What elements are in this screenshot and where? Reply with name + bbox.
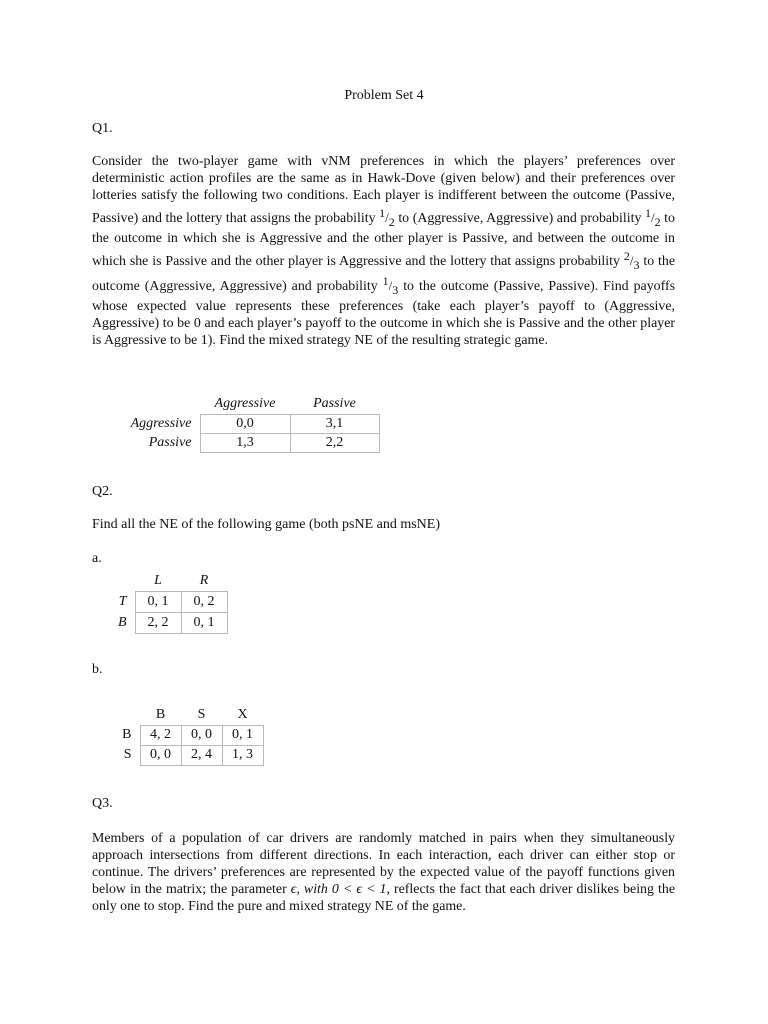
row-header: T xyxy=(118,593,127,609)
q1-text-part: to the outcome in which she is Aggressive and the other player is Passive, and between the outcome in which she is Passive and the other player is Aggressive and the lottery that assigns probability xyxy=(92,210,675,269)
payoff-cell: 4, 2 xyxy=(140,725,181,745)
game-a-payoff-table xyxy=(103,571,228,634)
column-header: L xyxy=(154,572,162,588)
q1-text xyxy=(92,154,675,350)
column-header: S xyxy=(197,706,206,722)
payoff-cell: 0, 1 xyxy=(135,591,181,612)
row-header: Aggressive xyxy=(130,415,192,431)
hawk-dove-payoff-table xyxy=(110,395,380,453)
column-header: B xyxy=(155,706,166,722)
epsilon-expression: ϵ, with 0 < ϵ < 1 xyxy=(290,881,387,897)
payoff-cell: 2,2 xyxy=(290,433,379,452)
payoff-cell: 0, 1 xyxy=(222,725,263,745)
q3-text-part: , reflects the fact that each driver dislikes being the only one to stop. Find the pure and mixed strategy NE of the game. xyxy=(92,881,675,914)
fraction: $^1/_2$ xyxy=(379,205,395,229)
row-header: B xyxy=(117,614,127,630)
column-header: Aggressive xyxy=(214,396,276,412)
q2-part-b-label: b. xyxy=(92,662,103,677)
q1-text-part: to the outcome (Passive, Passive). Find payoffs whose expected value represents these preferences (take each player’s payoff to (Aggressive, Aggressive) to be 0 and each player’s payoff to the outcome in which she is Passive and the other player is Aggressive to be 1). Find the mixed strategy NE of the resulting strategic game. xyxy=(92,279,675,349)
payoff-cell: 0, 1 xyxy=(181,612,227,633)
payoff-cell: 3,1 xyxy=(290,414,379,433)
q1-text-part: Consider the two-player game with vNM preferences in which the players’ preferences over deterministic action profiles are the same as in Hawk-Dove (given below) and their preferences over lotteries satisfy the following two conditions. Each player is indifferent between the outcome (Passive, Passive) and the lottery that assigns the probability xyxy=(92,154,675,226)
column-header: X xyxy=(237,706,248,722)
q1-text-part: to (Aggressive, Aggressive) and probability xyxy=(394,210,645,226)
payoff-cell: 2, 2 xyxy=(135,612,181,633)
payoff-cell: 1,3 xyxy=(200,433,290,452)
q1-text-part: to the outcome (Aggressive, Aggressive) and probability xyxy=(92,253,675,295)
fraction: $^1/_3$ xyxy=(382,274,399,298)
payoff-cell: 1, 3 xyxy=(222,745,263,765)
payoff-cell: 0, 0 xyxy=(140,745,181,765)
q2-label: Q2. xyxy=(92,484,113,499)
payoff-cell: 0, 2 xyxy=(181,591,227,612)
q2-text: Find all the NE of the following game (both psNE and msNE) xyxy=(92,517,440,532)
column-header: Passive xyxy=(313,396,356,412)
payoff-cell: 0,0 xyxy=(200,414,290,433)
q2-part-a-label: a. xyxy=(92,551,102,566)
payoff-cell: 0, 0 xyxy=(181,725,222,745)
page-title: Problem Set 4 xyxy=(344,88,424,103)
row-header: S xyxy=(123,747,132,762)
q3-text-part: Members of a population of car drivers are randomly matched in pairs when they simultaneously approach intersections from different directions. In each interaction, each driver can either stop or continue. The drivers’ preferences are represented by the expected value of the payoff functions given below in the matrix; the parameter xyxy=(92,831,675,897)
game-b-payoff-table xyxy=(108,705,264,766)
q3-label: Q3. xyxy=(92,796,113,811)
row-header: B xyxy=(122,727,132,742)
payoff-cell: 2, 4 xyxy=(181,745,222,765)
row-header: Passive xyxy=(148,434,192,450)
q1-label: Q1. xyxy=(92,121,113,136)
fraction: $^2/_3$ xyxy=(623,248,640,272)
q3-text xyxy=(92,831,675,916)
column-header: R xyxy=(199,572,209,588)
fraction: $^1/_2$ xyxy=(644,205,661,229)
